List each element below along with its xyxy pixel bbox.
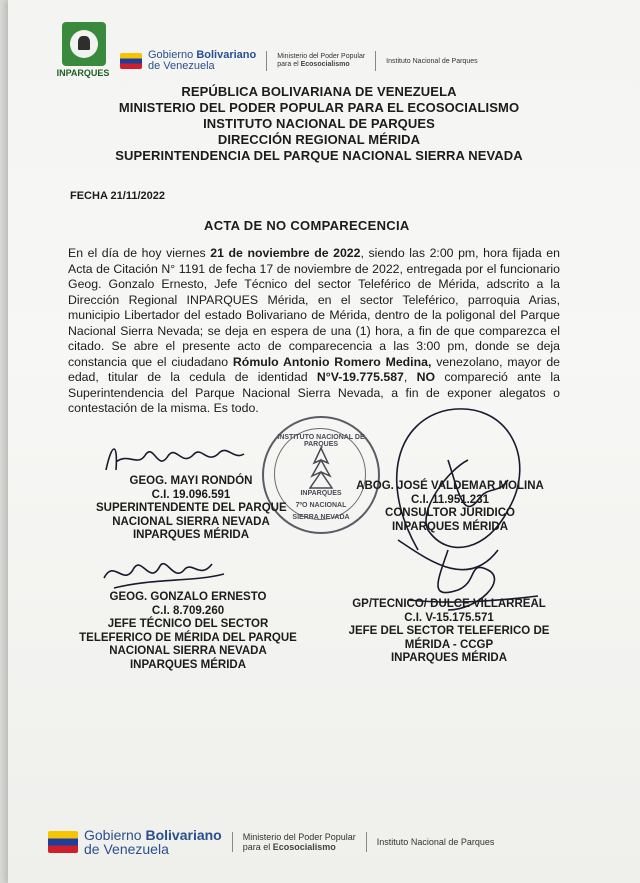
institute-name: Instituto Nacional de Parques: [386, 57, 478, 65]
government-banner-top: [120, 50, 478, 72]
document-title: ACTA DE NO COMPARECENCIA: [204, 218, 410, 233]
document-body: En el día de hoy viernes 21 de noviembre de 2022, siendo las 2:00 pm, hora fijada en Acta de Citación N° 1191 de fecha 17 de noviembre de 2022, entregada por el funcionario Geog. Gonzalo Ernesto, Jefe Técnico del sector Teleférico de Mérida, adscrito a la Dirección Regional INPARQUES Mérida, en el sector Teleférico, parroquia Arias, municipio Libertador del estado Bolivariano de Mérida, dentro de la poligonal del Parque Nacional Sierra Nevada; se deja en espera de una (1) hora, a fin de que comparezca el citado. Se abre el presente acto de comparecencia a las 3:00 pm, donde se deja constancia que el ciudadano Rómulo Antonio Romero Medina, venezolano, mayor de edad, titular de la cedula de identidad N°V-19.775.587, NO compareció ante la Superintendencia del Parque Nacional Sierra Nevada, a fin de exponer alegatos o contestación de la misma. Es todo.: [68, 246, 560, 415]
signature-block-jose-molina: ABOG. JOSÉ VALDEMAR MOLINA C.I. 11.951.231 CONSULTOR JURIDICO INPARQUES MÉRIDA: [356, 480, 544, 533]
divider: [375, 51, 376, 71]
document-date: FECHA 21/11/2022: [70, 190, 165, 202]
institute-name: Instituto Nacional de Parques: [376, 837, 495, 847]
government-banner-bottom: [48, 828, 494, 856]
document-heading: REPÚBLICA BOLIVARIANA DE VENEZUELA MINISTERIO DEL PODER POPULAR PARA EL ECOSOCIALISMO INSTITUTO NACIONAL DE PARQUES DIRECCIÓN REGIONAL MÉRIDA SUPERINTENDENCIA DEL PARQUE NACIONAL SIERRA NEVADA: [115, 84, 523, 163]
divider: [366, 832, 367, 852]
signature-block-mayi-rondon: GEOG. MAYI RONDÓN C.I. 19.096.591 SUPERINTENDENTE DEL PARQUE NACIONAL SIERRA NEVADA INPARQUES MÉRIDA: [96, 475, 287, 541]
government-name: Gobierno Bolivariano de Venezuela: [84, 827, 222, 857]
government-name: Gobierno Bolivariano de Venezuela: [148, 49, 257, 72]
venezuela-flag-icon: [120, 53, 142, 69]
logo-text: INPARQUES: [56, 68, 110, 78]
venezuela-flag-icon: [48, 831, 78, 853]
signature-block-dulce-villarreal: GP/TECNICO/ DULCE VILLARREAL C.I. V-15.175.571 JEFE DEL SECTOR TELEFERICO DE MÉRIDA - CCGP INPARQUES MÉRIDA: [348, 598, 550, 664]
divider: [266, 51, 267, 71]
ministry-name: Ministerio del Poder Popular para el Ecosocialismo: [277, 53, 366, 68]
divider: [232, 832, 233, 852]
official-stamp: INSTITUTO NACIONAL DE PARQUES INPARQUES 7ºO NACIONAL SIERRA NEVADA: [262, 416, 380, 534]
signature-block-gonzalo-ernesto: GEOG. GONZALO ERNESTO C.I. 8.709.260 JEFE TÉCNICO DEL SECTOR TELEFERICO DE MÉRIDA DEL PARQUE NACIONAL SIERRA NEVADA INPARQUES MÉRIDA: [79, 591, 297, 671]
bird-emblem-icon: [62, 22, 106, 66]
document-page: [8, 0, 640, 883]
ministry-name: Ministerio del Poder Popular para el Ecosocialismo: [242, 832, 356, 852]
inparques-logo: [52, 18, 114, 82]
